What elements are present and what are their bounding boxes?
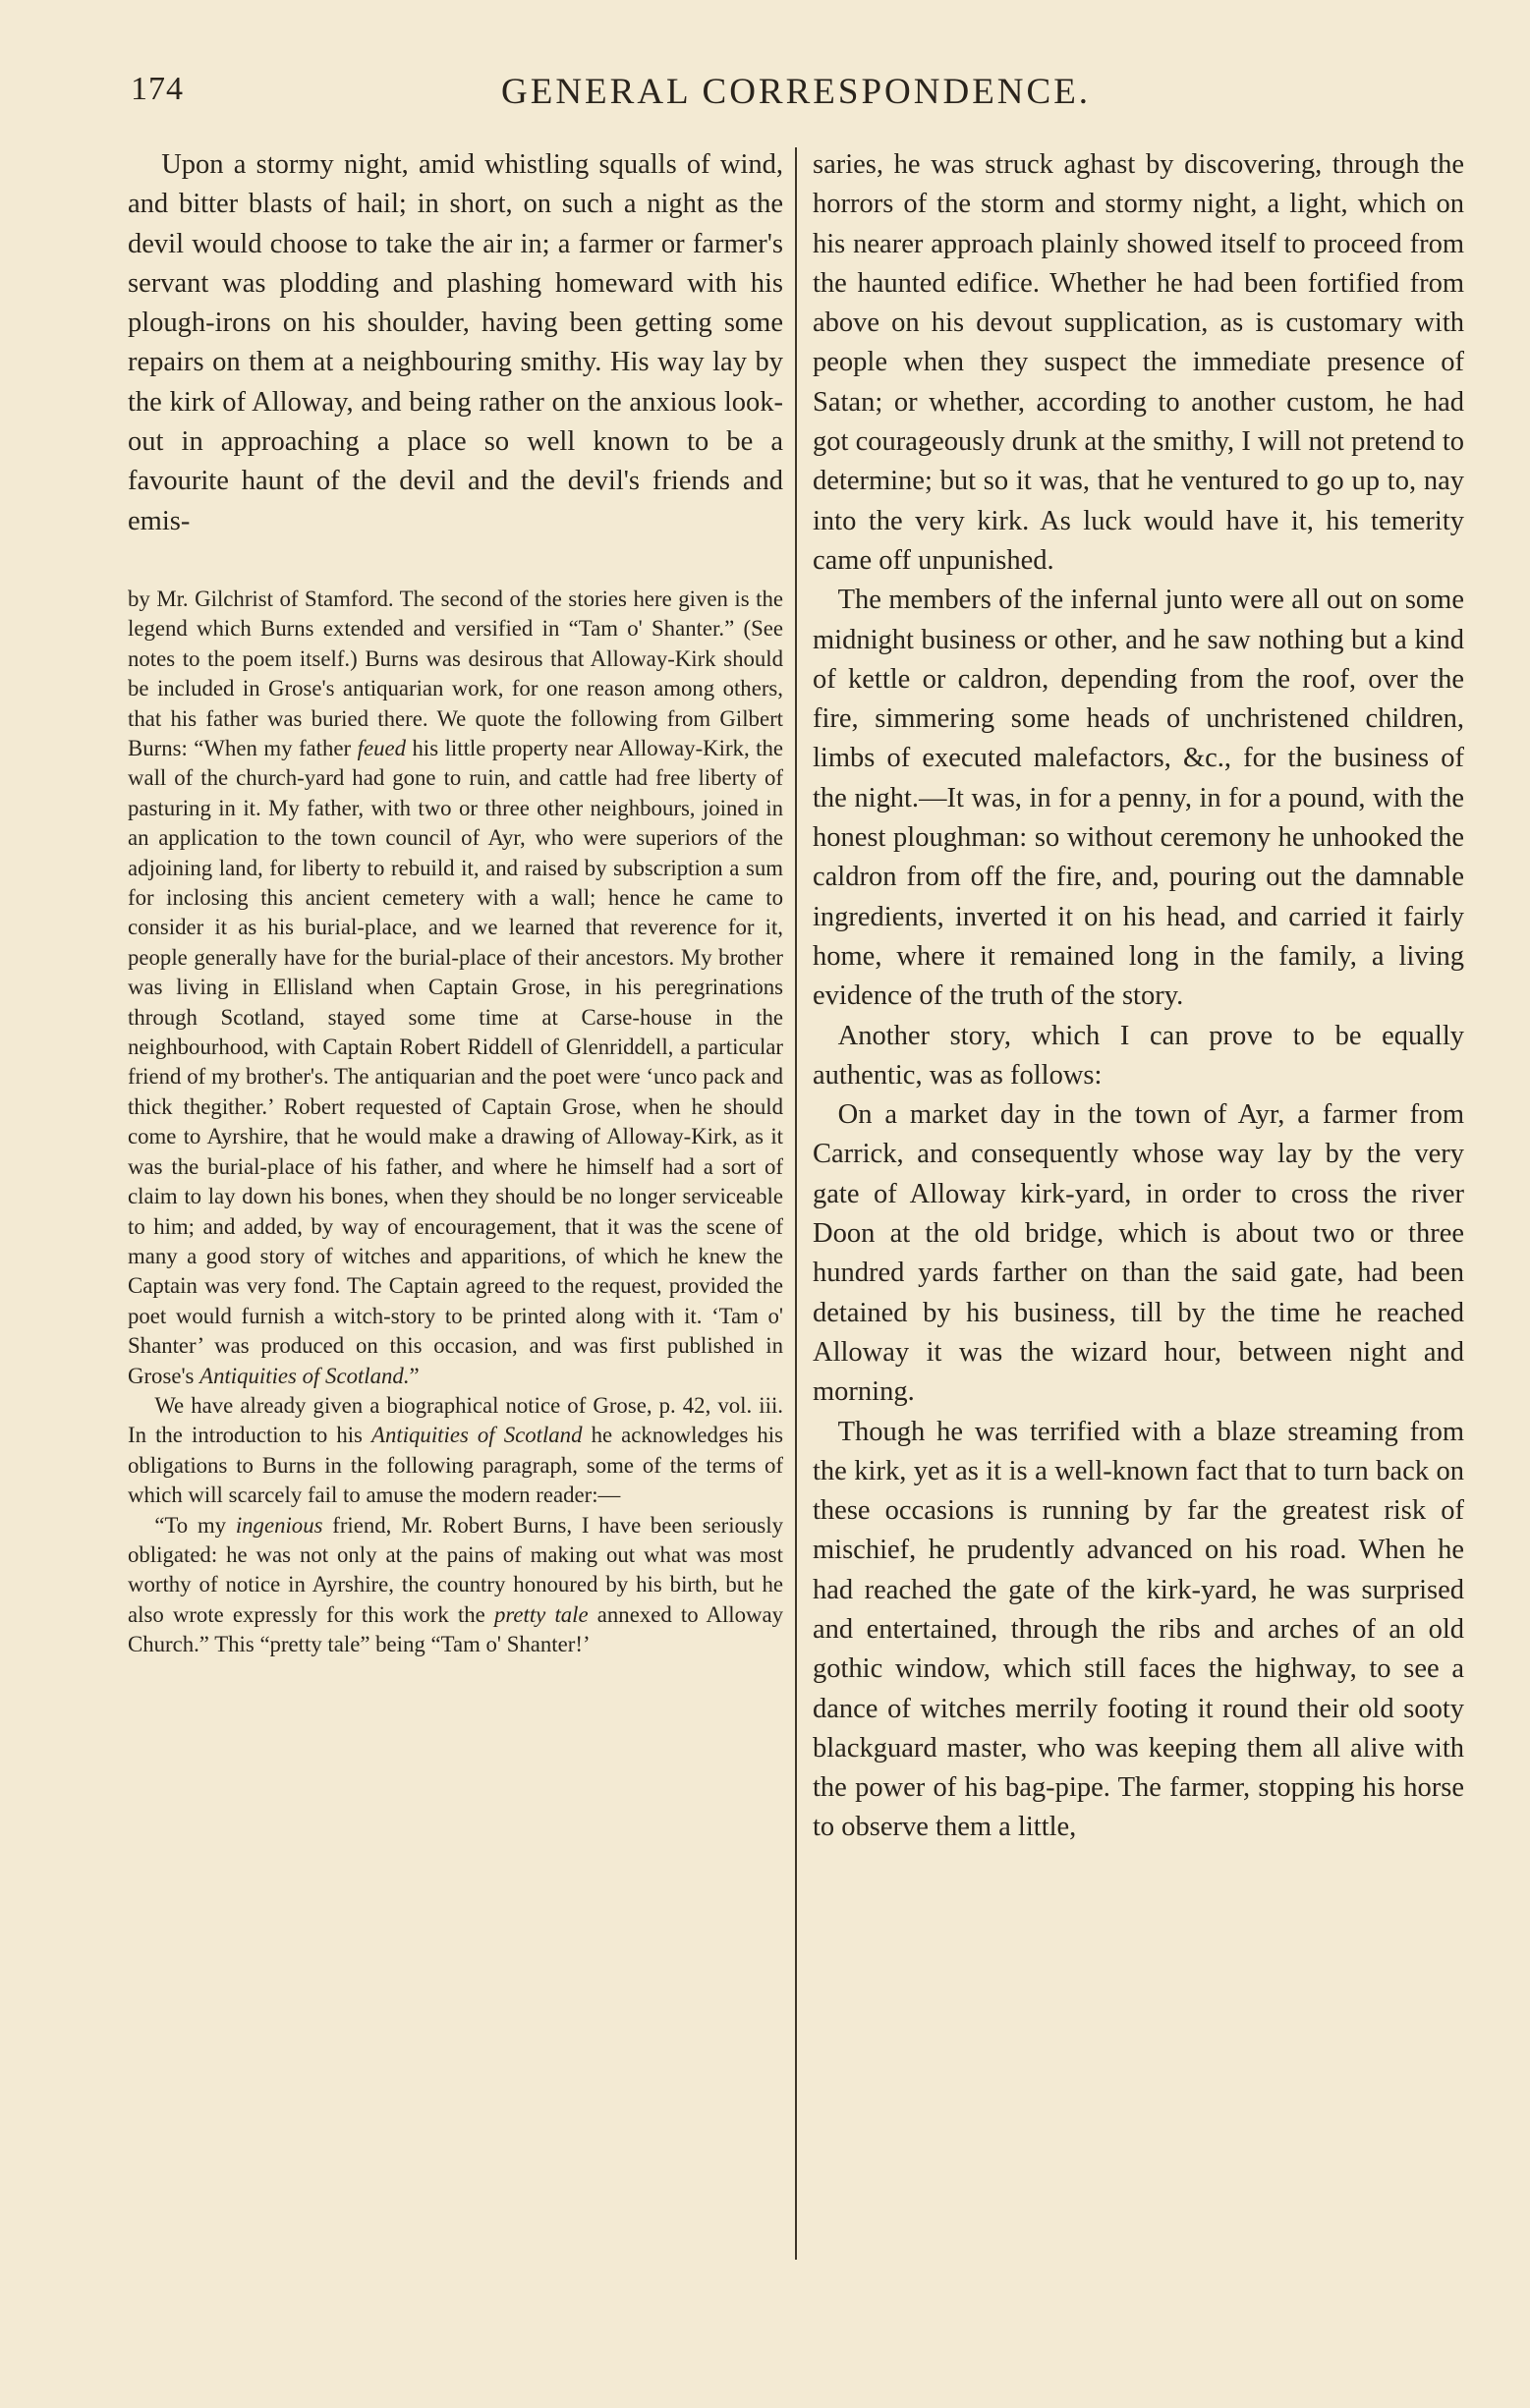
footnote-text: annexed to Alloway Church.” This “pretty tale” being “Tam o' Shanter!’	[128, 1601, 783, 1657]
footnote-italic: Antiquities of Scotland	[371, 1423, 583, 1448]
footnote-italic: ingenious	[235, 1512, 323, 1538]
footnote-text: We have already given a biographical notice of Grose, p. 42, vol. iii. In the introduction to his	[128, 1392, 783, 1448]
footnote-italic: pretty tale	[493, 1601, 589, 1627]
body-paragraph: On a market day in the town of Ayr, a farmer from Carrick, and consequently whose way lay by the very gate of Alloway kirk-yard, in order to cross the river Doon at the old bridge, which is about two or three hundred yards farther on than the said gate, had been detained by his business, till by the time he reached Alloway it was the wizard hour, between night and morning.	[813, 1099, 1464, 1408]
page-number: 174	[131, 71, 184, 107]
body-paragraph: The members of the infernal junto were all out on some midnight business or other, and he saw nothing but a kind of kettle or caldron, depending from the roof, over the fire, simmering some heads of unchristened children, limbs of executed malefactors, &c., for the business of the night.—It was, in for a penny, in for a pound, with the honest ploughman: so without ceremony he unhooked the caldron from off the fire, and, pouring out the damnable ingredients, inverted it on his head, and carried it fairly home, where it remained long in the family, a living evidence of the truth of the story.	[813, 585, 1464, 1012]
body-paragraph: Though he was terrified with a blaze streaming from the kirk, yet as it is a well-known fact that to turn back on these occasions is running by far the greatest risk of mischief, he prudently advanced on his road. When he had reached the gate of the kirk-yard, he was surprised and entertained, through the ribs and arches of an old gothic window, which still faces the highway, to see a dance of witches merrily footing it round their old sooty blackguard master, who was keeping them all alive with the power of his bag-pipe. The farmer, stopping his horse to observe them a little,	[813, 1416, 1464, 1843]
footnote-text: “To my	[154, 1512, 227, 1538]
footnotes	[128, 585, 783, 1660]
body-paragraph: saries, he was struck aghast by discovering, through the horrors of the storm and stormy night, a light, which on his nearer approach plainly showed itself to proceed from the haunted edifice. Whether he had been fortified from above on his devout supplication, as is customary with people when they suspect the immediate presence of Satan; or whether, according to another custom, he had got courageously drunk at the smithy, I will not pretend to determine; but so it was, that he ventured to go up to, nay into the very kirk. As luck would have it, his temerity came off unpunished.	[813, 149, 1464, 576]
running-head: GENERAL CORRESPONDENCE.	[501, 72, 1092, 112]
footnote-text: friend, Mr. Robert Burns, I have been seriously obligated: he was not only at the pains of making out what was most worthy of notice in Ayrshire, the country honoured by his birth, but he also wrote expressly for this work the	[128, 1512, 784, 1627]
body-paragraph: Another story, which I can prove to be equally authentic, was as follows:	[813, 1020, 1464, 1091]
footnote-text: ”	[409, 1363, 420, 1388]
footnote-paragraph	[128, 1391, 783, 1511]
footnote-italic: feued	[357, 736, 406, 760]
footnote-text: his little property near Alloway-Kirk, the wall of the church-yard had gone to ruin, and cattle had free liberty of pasturing in it. My father, with two or three other neighbours, joined in an application to the town council of Ayr, who were superiors of the adjoining land, for liberty to rebuild it, and raised by subscription a sum for inclosing this ancient cemetery with a wall; hence he came to consider it as his burial-place, and we learned that reverence for it, people generally have for the burial-place of their ancestors. My brother was living in Ellisland when Captain Grose, in his peregrinations through Scotland, stayed some time at Carse-house in the neighbourhood, with Captain Robert Riddell of Glenriddell, a particular friend of my brother's. The antiquarian and the poet were ‘unco pack and thick thegither.’ Robert requested of Captain Grose, when he should come to Ayrshire, that he would make a drawing of Alloway-Kirk, as it was the burial-place of his father, and where he himself had a sort of claim to lay down his bones, when they should be no longer serviceable to him; and added, by way of encouragement, that it was the scene of many a good story of witches and apparitions, of which he knew the Captain was very fond. The Captain agreed to the request, provided the poet would furnish a witch-story to be printed along with it. ‘Tam o' Shanter’ was produced on this occasion, and was first published in Grose's	[128, 736, 783, 1388]
footnote-text: he acknowledges his obligations to Burns in the following paragraph, some of the terms of which will scarcely fail to amuse the modern reader:—	[128, 1423, 783, 1508]
left-column	[128, 145, 783, 1660]
footnote-paragraph	[128, 1511, 783, 1660]
footnote-italic: Antiquities of Scotland.	[199, 1363, 410, 1388]
intro-paragraph: Upon a stormy night, amid whistling squalls of wind, and bitter blasts of hail; in short, on such a night as the devil would choose to take the air in; a farmer or farmer's servant was plodding and plashing homeward with his plough-irons on his shoulder, having been getting some repairs on them at a neighbouring smithy. His way lay by the kirk of Alloway, and being rather on the anxious look-out in approaching a place so well known to be a favourite haunt of the devil and the devil's friends and emis-	[128, 149, 783, 536]
page-header	[0, 71, 1530, 122]
footnote-text: by Mr. Gilchrist of Stamford. The second of the stories here given is the legend which Burns extended and versified in “Tam o' Shanter.” (See notes to the poem itself.) Burns was desirous that Alloway-Kirk should be included in Grose's antiquarian work, for one reason among others, that his father was buried there. We quote the following from Gilbert Burns: “When my father	[128, 586, 783, 760]
column-divider	[795, 147, 797, 2260]
footnote-paragraph	[128, 585, 783, 1391]
right-column	[813, 145, 1464, 1848]
